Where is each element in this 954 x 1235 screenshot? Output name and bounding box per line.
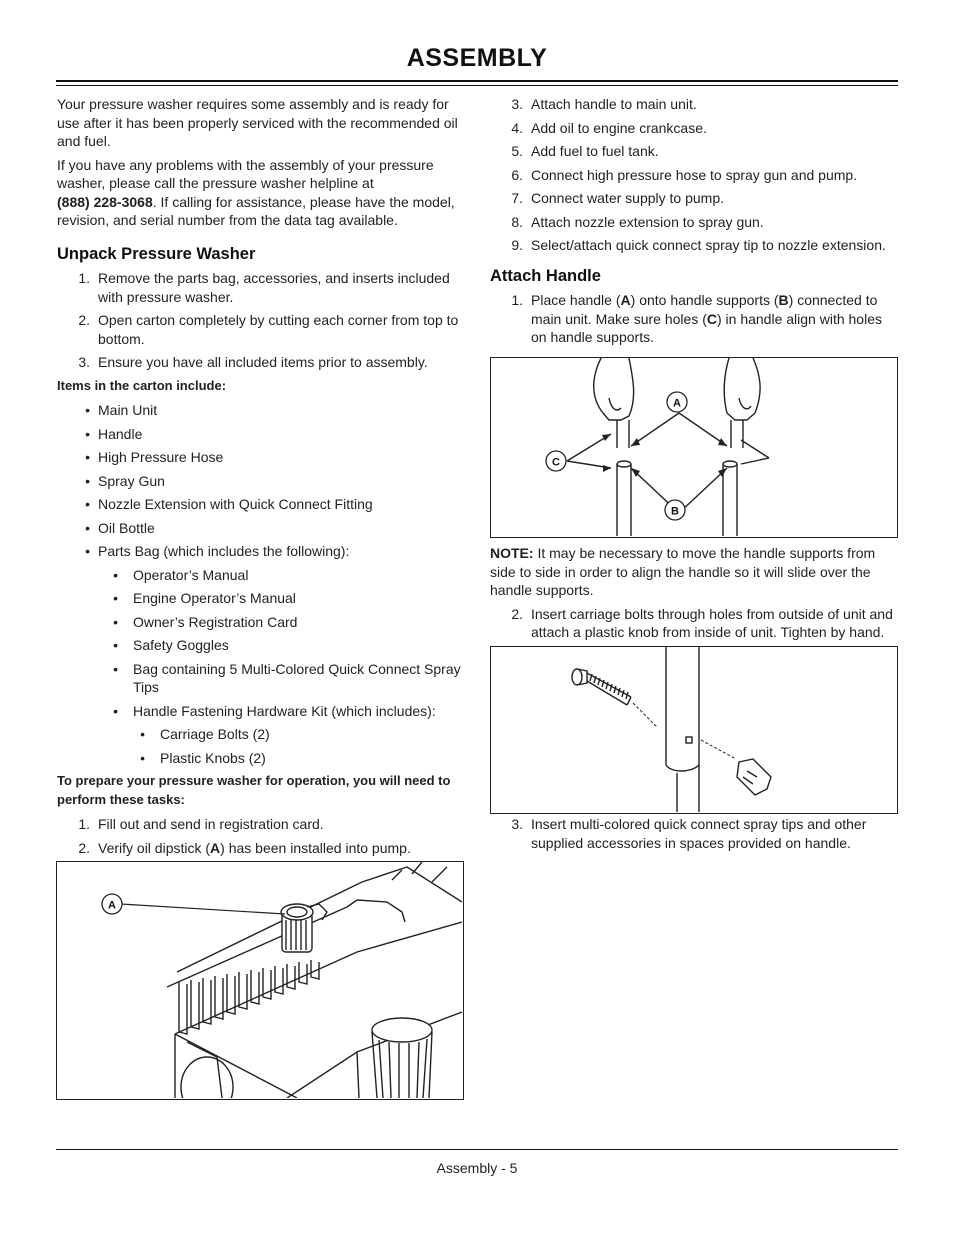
list-item <box>490 189 900 208</box>
title-rule-thin <box>56 85 898 86</box>
dipstick-figure <box>56 861 464 1100</box>
list-item <box>57 636 462 655</box>
step-text: Attach handle to main unit. <box>531 96 697 112</box>
callout-a-label: A <box>108 899 116 912</box>
bullet: • <box>85 402 90 418</box>
intro-paragraph-2 <box>57 156 462 230</box>
step-text-part: ) onto handle supports ( <box>630 292 779 308</box>
items-heading: Items in the carton include: <box>57 377 227 393</box>
list-item <box>57 589 462 608</box>
right-column-end <box>490 815 900 857</box>
item-text: Carriage Bolts (2) <box>160 726 270 742</box>
callout-key: A <box>620 292 631 308</box>
list-item <box>490 815 900 852</box>
step-text <box>523 291 900 347</box>
step-number: 3. <box>511 96 523 112</box>
step-text: Remove the parts bag, accessories, and inserts included with pressure washer. <box>98 270 450 305</box>
list-item <box>57 542 462 561</box>
list-item <box>490 605 900 642</box>
item-text: Engine Operator’s Manual <box>133 590 296 606</box>
step-number: 9. <box>511 237 523 253</box>
footer-rule <box>56 1149 898 1150</box>
list-item <box>490 142 900 161</box>
title-rule <box>56 80 898 82</box>
step-number: 6. <box>511 166 523 183</box>
prepare-tasks-right <box>490 95 900 255</box>
attach-handle-heading: Attach Handle <box>490 266 601 285</box>
step-text-part: ) connected to main unit. Make sure holes ( <box>531 292 878 327</box>
step-text: Insert multi-colored quick connect spray tips and other supplied accessories in spaces provided on handle. <box>531 816 867 851</box>
attach-step-3 <box>490 815 900 852</box>
helpline-phone: (888) 228-3068 <box>57 193 153 210</box>
helpline-text: If you have any problems with the assembly of your pressure washer, please call the pressure washer helpline at <box>57 156 434 191</box>
callout-a-label: A <box>673 397 681 410</box>
prepare-tasks-left <box>57 815 462 857</box>
bullet: • <box>85 449 90 465</box>
step-number: 7. <box>511 190 523 206</box>
step-text-part: Verify oil dipstick ( <box>98 839 211 856</box>
handle-figure <box>490 357 898 538</box>
step-text: Add oil to engine crankcase. <box>531 119 707 136</box>
step-number: 5. <box>511 143 523 159</box>
bolt-figure <box>490 646 898 814</box>
bullet: • <box>85 543 90 559</box>
step-number: 2. <box>511 605 523 622</box>
page-title: ASSEMBLY <box>406 44 548 72</box>
list-item <box>57 566 462 585</box>
item-text: Safety Goggles <box>133 637 229 653</box>
bullet: • <box>113 613 118 630</box>
bullet: • <box>85 496 90 512</box>
list-item <box>490 213 900 232</box>
list-item <box>57 472 462 491</box>
bullet: • <box>113 590 118 606</box>
item-text: Nozzle Extension with Quick Connect Fitting <box>98 496 373 512</box>
step-text: Insert carriage bolts through holes from outside of unit and attach a plastic knob from inside of unit. Tighten by hand. <box>531 605 893 640</box>
item-text: High Pressure Hose <box>98 449 224 465</box>
note-label: NOTE: <box>490 545 534 561</box>
list-item <box>490 236 900 255</box>
callout-b-label: B <box>671 505 679 518</box>
callout-key: B <box>778 292 789 308</box>
step-number: 2. <box>78 312 90 328</box>
list-item <box>57 815 462 834</box>
bullet: • <box>140 749 145 766</box>
list-item <box>57 660 462 697</box>
list-item <box>57 311 462 348</box>
step-text: Fill out and send in registration card. <box>98 816 324 832</box>
left-column <box>57 95 462 862</box>
unpack-steps <box>57 269 462 372</box>
item-text: Parts Bag (which includes the following): <box>98 543 350 559</box>
step-number: 3. <box>511 816 523 832</box>
right-column-continued <box>490 544 900 647</box>
item-text: Spray Gun <box>98 472 165 489</box>
bullet: • <box>140 726 145 742</box>
step-number: 1. <box>78 270 90 286</box>
attach-step-2 <box>490 605 900 642</box>
bullet: • <box>113 637 118 653</box>
list-item <box>57 839 462 858</box>
callout-c-label: C <box>552 456 560 469</box>
item-text: Owner’s Registration Card <box>133 613 298 630</box>
note-text: It may be necessary to move the handle supports from side to side in order to align the handle so it will slide over the handle supports. <box>490 545 876 598</box>
step-text: Select/attach quick connect spray tip to nozzle extension. <box>531 237 886 253</box>
step-number: 8. <box>511 213 523 230</box>
note-paragraph <box>490 544 900 600</box>
list-item <box>57 401 462 420</box>
helpline-text-post: . If calling for assistance, please have the model, revision, and serial number from the data tag available. <box>57 193 455 228</box>
step-text-part: ) in handle align with holes on handle supports. <box>531 310 882 345</box>
list-item <box>57 425 462 444</box>
step-text: Ensure you have all included items prior to assembly. <box>98 354 428 370</box>
attach-step-1 <box>490 291 900 347</box>
item-text: Oil Bottle <box>98 519 155 536</box>
list-item <box>57 269 462 306</box>
right-column <box>490 95 900 352</box>
list-item <box>490 119 900 138</box>
bolt-illustration <box>491 647 896 812</box>
list-item <box>57 749 462 768</box>
step-text <box>90 839 462 858</box>
intro-paragraph-1: Your pressure washer requires some assembly and is ready for use after it has been properly serviced with the recommended oil and fuel. <box>57 96 458 149</box>
step-number: 3. <box>78 354 90 370</box>
bullet: • <box>85 519 90 536</box>
item-text: Operator’s Manual <box>133 566 249 583</box>
item-text: Handle Fastening Hardware Kit (which includes): <box>133 702 436 719</box>
item-text: Plastic Knobs (2) <box>160 749 266 766</box>
item-text: Main Unit <box>98 402 158 418</box>
step-number: 1. <box>78 816 90 832</box>
prepare-heading: To prepare your pressure washer for operation, you will need to perform these tasks: <box>57 773 451 807</box>
list-item <box>57 702 462 721</box>
list-item <box>57 495 462 514</box>
step-text: Open carton completely by cutting each corner from top to bottom. <box>98 312 459 347</box>
bullet: • <box>113 702 118 719</box>
page-number: Assembly - 5 <box>436 1160 518 1176</box>
step-number: 2. <box>78 839 90 856</box>
bullet: • <box>113 566 118 583</box>
step-number: 4. <box>511 119 523 136</box>
list-item <box>490 291 900 347</box>
item-text: Handle <box>98 425 143 442</box>
list-item <box>57 613 462 632</box>
list-item <box>490 166 900 185</box>
step-text: Connect water supply to pump. <box>531 190 724 206</box>
carton-items <box>57 401 462 767</box>
step-text: Add fuel to fuel tank. <box>531 143 659 159</box>
step-text: Attach nozzle extension to spray gun. <box>531 213 764 230</box>
list-item <box>490 95 900 114</box>
step-text-part: ) has been installed into pump. <box>220 839 411 856</box>
list-item <box>57 448 462 467</box>
list-item <box>57 725 462 744</box>
unpack-heading: Unpack Pressure Washer <box>57 244 256 263</box>
list-item <box>57 353 462 372</box>
bullet: • <box>85 425 90 442</box>
handle-illustration <box>491 358 896 536</box>
callout-key: A <box>210 839 221 856</box>
list-item <box>57 519 462 538</box>
step-text: Connect high pressure hose to spray gun and pump. <box>531 166 858 183</box>
step-number: 1. <box>511 292 523 308</box>
bullet: • <box>85 472 90 489</box>
step-text-part: Place handle ( <box>531 292 621 308</box>
pump-illustration <box>57 862 462 1098</box>
bullet: • <box>113 660 118 677</box>
callout-key: C <box>706 310 717 327</box>
item-text: Bag containing 5 Multi-Colored Quick Connect Spray Tips <box>133 660 461 695</box>
